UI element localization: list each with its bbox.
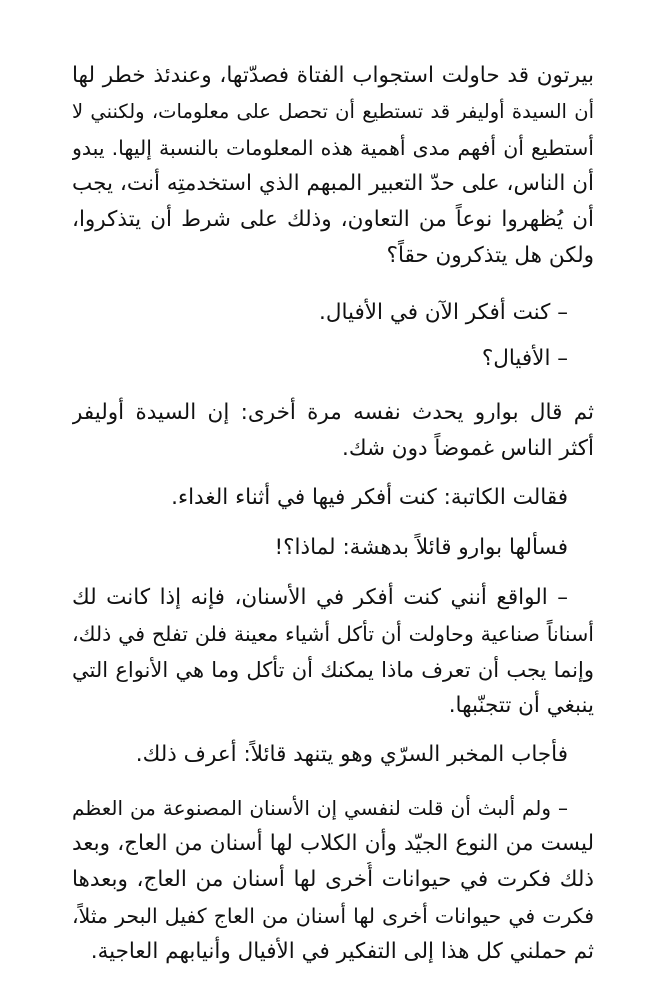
paragraph-8	[72, 737, 594, 773]
text-line: – الواقع أنني كنت أفكر في الأسنان، فإنه إذا كانت لك	[72, 585, 568, 610]
text-line: أن يُظهروا نوعاً من التعاون، وذلك على شرط أن يتذكروا،	[72, 207, 594, 232]
paragraph-7	[72, 580, 594, 724]
text-line: فقالت الكاتبة: كنت أفكر فيها في أثناء الغداء.	[171, 485, 568, 510]
text-line: وإنما يجب أن تعرف ماذا يمكنك أن تأكل وما هي الأنواع التي	[72, 658, 594, 682]
text-line: أن الناس، على حدّ التعبير المبهم الذي استخدمتِه أنت، يجب	[72, 171, 594, 196]
text-line: فكرت في حيوانات أخرى لها أسنان من العاج كفيل البحر مثلاً،	[72, 904, 594, 928]
text-line: ولكن هل يتذكرون حقاً؟	[386, 243, 594, 268]
text-line: ثم قال بوارو يحدث نفسه مرة أخرى: إن السيدة أوليفر	[72, 400, 594, 425]
paragraph-5	[72, 480, 594, 516]
text-line: ينبغي أن تتجنّبها.	[448, 693, 594, 718]
paragraph-2	[72, 295, 594, 331]
text-line: أكثر الناس غموضاً دون شك.	[341, 436, 594, 461]
text-line: ثم حملني كل هذا إلى التفكير في الأفيال وأنيابهم العاجية.	[90, 939, 594, 964]
text-line: – الأفيال؟	[481, 346, 568, 371]
text-line: أن السيدة أوليفر قد تستطيع أن تحصل على معلومات، ولكنني لا	[72, 100, 594, 123]
paragraph-4	[72, 395, 594, 467]
paragraph-1	[72, 58, 594, 274]
paragraph-9	[72, 790, 594, 970]
text-line: بيرتون قد حاولت استجواب الفتاة فصدّتها، وعندئذ خطر لها	[72, 63, 594, 88]
text-line: ذلك فكرت في حيوانات أُخرى لها أسنان من العاج، وبعدها	[72, 867, 594, 892]
text-line: – كنت أفكر الآن في الأفيال.	[319, 300, 568, 325]
text-line: فأجاب المخبر السرّي وهو يتنهد قائلاً: أعرف ذلك.	[135, 742, 568, 767]
text-line: أسناناً صناعية وحاولت أن تأكل أشياء معينة فلن تفلح في ذلك،	[72, 622, 594, 646]
text-line: ليست من النوع الجيّد وأن الكلاب لها أسنان من العاج، وبعد	[72, 831, 594, 856]
paragraph-3	[72, 341, 594, 377]
text-line: أستطيع أن أفهم مدى أهمية هذه المعلومات بالنسبة إليها. يبدو	[72, 136, 594, 160]
book-page	[72, 0, 594, 1000]
paragraph-6	[72, 530, 594, 566]
text-line: فسألها بوارو قائلاً بدهشة: لماذا؟!	[274, 535, 568, 560]
text-line: – ولم ألبث أن قلت لنفسي إن الأسنان المصنوعة من العظم	[72, 796, 568, 820]
